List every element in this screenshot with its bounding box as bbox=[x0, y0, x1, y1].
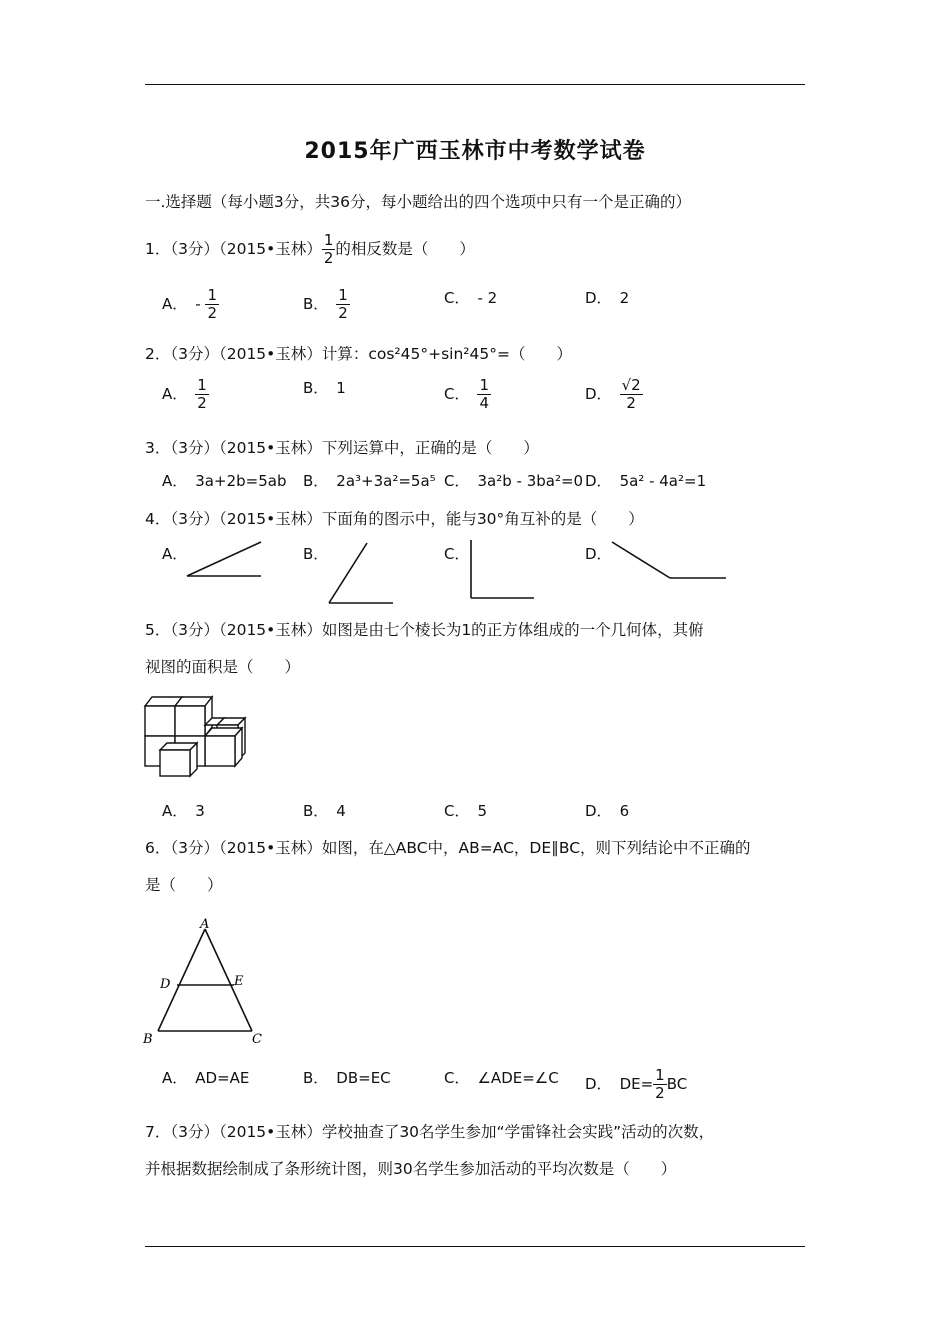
section-heading: 一.选择题（每小题3分，共36分，每小题给出的四个选项中只有一个是正确的） bbox=[145, 193, 692, 211]
q1-option-c[interactable]: C． - 2 bbox=[444, 289, 498, 307]
q1-option-d[interactable]: D． 2 bbox=[585, 289, 630, 307]
q3-option-d[interactable]: D． 5a² - 4a²=1 bbox=[585, 472, 707, 490]
q4-angle-b-figure bbox=[327, 540, 397, 608]
q5-option-c[interactable]: C． 5 bbox=[444, 802, 488, 820]
q4-option-c[interactable]: C． bbox=[444, 545, 470, 563]
q6-option-b[interactable]: B． DB=EC bbox=[303, 1069, 391, 1087]
question-6-stem-line2: 是（ ） bbox=[145, 876, 223, 894]
q4-angle-c-figure bbox=[468, 538, 538, 602]
question-1-stem: 1．（3分）（2015•玉林） $\frac{1}{2}$ 的相反数是（ ） bbox=[145, 231, 475, 267]
q6-triangle-figure bbox=[140, 915, 270, 1050]
question-4-stem: 4．（3分）（2015•玉林）下面角的图示中，能与30°角互补的是（ ） bbox=[145, 510, 644, 528]
vertex-a-label: A bbox=[200, 917, 210, 932]
q4-option-a[interactable]: A． bbox=[162, 545, 188, 563]
vertex-d-label: D bbox=[160, 977, 171, 992]
q3-option-a[interactable]: A． 3a+2b=5ab bbox=[162, 472, 287, 490]
q5-option-d[interactable]: D． 6 bbox=[585, 802, 630, 820]
question-5-stem-line1: 5．（3分）（2015•玉林）如图是由七个棱长为1的正方体组成的一个几何体，其俯 bbox=[145, 621, 704, 639]
q5-option-a[interactable]: A． 3 bbox=[162, 802, 205, 820]
q6-option-d[interactable]: D． DE= $\frac{1}{2}$ BC bbox=[585, 1066, 688, 1102]
question-3-stem: 3．（3分）（2015•玉林）下列运算中，正确的是（ ） bbox=[145, 439, 539, 457]
q3-option-b[interactable]: B． 2a³+3a²=5a⁵ bbox=[303, 472, 436, 490]
q5-cube-solid-figure bbox=[142, 695, 252, 780]
q2-option-a[interactable]: A． $\frac{1}{2}$ bbox=[162, 376, 207, 412]
q5-option-b[interactable]: B． 4 bbox=[303, 802, 346, 820]
q4-angle-a-figure bbox=[185, 540, 265, 580]
q6-option-c[interactable]: C． ∠ADE=∠C bbox=[444, 1069, 559, 1087]
q1-option-b[interactable]: B． $\frac{1}{2}$ bbox=[303, 286, 348, 322]
q4-angle-d-figure bbox=[610, 540, 730, 582]
q1-option-a[interactable]: A． - $\frac{1}{2}$ bbox=[162, 286, 218, 322]
question-6-stem-line1: 6．（3分）（2015•玉林）如图，在△ABC中，AB=AC，DE∥BC，则下列结论中不正确的 bbox=[145, 839, 751, 857]
q4-option-b[interactable]: B． bbox=[303, 545, 329, 563]
question-7-stem-line2: 并根据数据绘制成了条形统计图，则30名学生参加活动的平均次数是（ ） bbox=[145, 1160, 677, 1178]
q2-option-b[interactable]: B． 1 bbox=[303, 379, 346, 397]
vertex-c-label: C bbox=[252, 1032, 262, 1047]
footer-rule bbox=[145, 1246, 805, 1247]
vertex-b-label: B bbox=[143, 1032, 153, 1047]
question-7-stem-line1: 7．（3分）（2015•玉林）学校抽查了30名学生参加“学雷锋社会实践”活动的次数， bbox=[145, 1123, 715, 1141]
vertex-e-label: E bbox=[234, 974, 244, 989]
q6-option-a[interactable]: A． AD=AE bbox=[162, 1069, 250, 1087]
header-rule bbox=[145, 84, 805, 85]
question-5-stem-line2: 视图的面积是（ ） bbox=[145, 658, 301, 676]
q2-option-d[interactable]: D． $\frac{√2}{2}$ bbox=[585, 376, 641, 412]
question-2-stem: 2．（3分）（2015•玉林）计算：cos²45°+sin²45°=（ ） bbox=[145, 345, 572, 363]
q1-fraction: $\frac{1}{2}$ bbox=[323, 231, 334, 267]
q4-option-d[interactable]: D． bbox=[585, 545, 612, 563]
page-title: 2015年广西玉林市中考数学试卷 bbox=[304, 139, 646, 164]
q2-option-c[interactable]: C． $\frac{1}{4}$ bbox=[444, 376, 490, 412]
q3-option-c[interactable]: C． 3a²b - 3ba²=0 bbox=[444, 472, 584, 490]
